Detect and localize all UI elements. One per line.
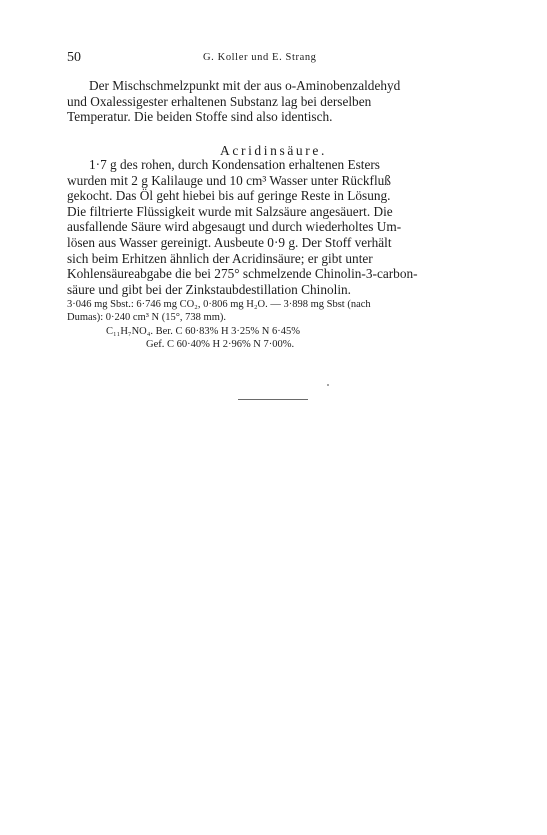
text-line: Kohlensäureabgabe die bei 275° schmelzende Chinolin-3-carbon-: [67, 266, 418, 282]
text-line: wurden mit 2 g Kalilauge und 10 cm³ Wasser unter Rückfluß: [67, 172, 391, 188]
analysis-line: Dumas): 0·240 cm³ N (15°, 738 mm).: [67, 312, 226, 323]
found-values: [146, 338, 294, 351]
end-rule: [238, 399, 308, 400]
print-speck: [327, 384, 329, 386]
text-line: ausfallende Säure wird abgesaugt und durch wiederholtes Um-: [67, 219, 402, 235]
text-line: lösen aus Wasser gereinigt. Ausbeute 0·9 g. Der Stoff verhält: [67, 234, 392, 250]
running-head: [67, 50, 487, 68]
section-heading: Acridinsäure.: [220, 143, 327, 158]
paragraph-identity: [67, 78, 485, 125]
text-line: Der Mischschmelzpunkt mit der aus o-Aminobenzaldehyd: [89, 78, 401, 93]
running-title: G. Koller und E. Strang: [203, 52, 317, 63]
analysis-data: [67, 298, 371, 324]
text-line: säure und gibt bei der Zinkstaubdestillation Chinolin.: [67, 281, 351, 297]
text-line: gekocht. Das Öl geht hiebei bis auf geringe Reste in Lösung.: [67, 188, 391, 204]
text-line: 1·7 g des rohen, durch Kondensation erhaltenen Esters: [89, 157, 380, 172]
text-line: Temperatur. Die beiden Stoffe sind also identisch.: [67, 109, 333, 125]
calculated-values: [106, 325, 300, 338]
paragraph-procedure: [67, 157, 485, 297]
text-line: Die filtrierte Flüssigkeit wurde mit Salzsäure angesäuert. Die: [67, 203, 393, 219]
calculated-line: C₁₁H₇NO₄. Ber. C 60·83% H 3·25% N 6·45%: [106, 326, 300, 337]
page-number: 50: [67, 50, 81, 65]
found-line: Gef. C 60·40% H 2·96% N 7·00%.: [146, 339, 295, 350]
text-line: sich beim Erhitzen ähnlich der Acridinsäure; er gibt unter: [67, 250, 373, 266]
text-line: und Oxalessigester erhaltenen Substanz lag bei derselben: [67, 93, 372, 109]
analysis-line: 3·046 mg Sbst.: 6·746 mg CO₂, 0·806 mg H₂O. — 3·898 mg Sbst (nach: [67, 299, 371, 310]
